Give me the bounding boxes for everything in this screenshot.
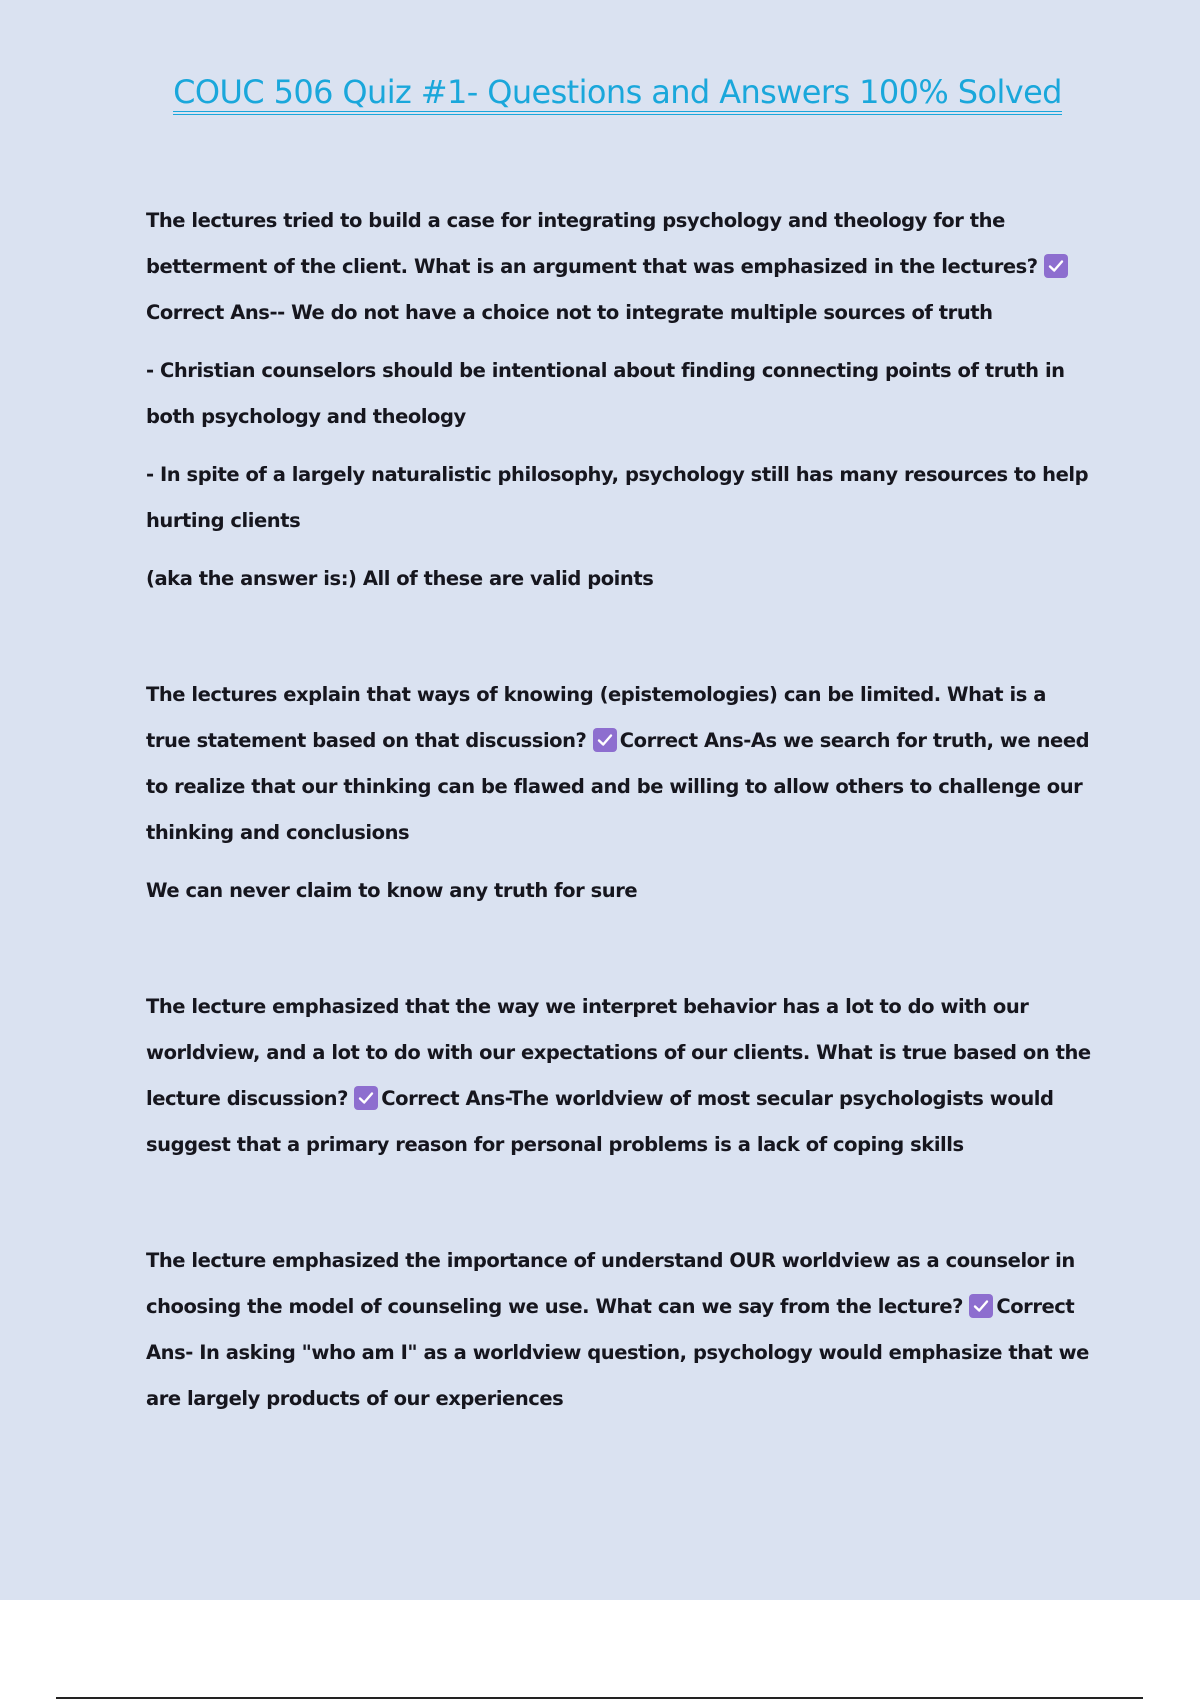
checkbox-check-icon <box>969 1294 993 1318</box>
answer-3-text: Correct Ans-The worldview of most secular psychologists would suggest that a primary reason for personal problems is a lack of coping skills <box>146 1087 1054 1156</box>
qa-2-extra-1: We can never claim to know any truth for sure <box>146 879 638 902</box>
document-title <box>0 72 1200 115</box>
qa-1-extra-1: - Christian counselors should be intentional about finding connecting points of truth in both psychology and theology <box>146 359 1065 428</box>
question-2-text: The lectures explain that ways of knowing (epistemologies) can be limited. What is a true statement based on that discussion? <box>146 683 1046 752</box>
question-1-text: The lectures tried to build a case for integrating psychology and theology for the betterment of the client. What is an argument that was emphasized in the lectures? <box>146 209 1038 278</box>
answer-2-text: Correct Ans-As we search for truth, we need to realize that our thinking can be flawed and be willing to allow others to challenge our thinking and conclusions <box>146 729 1090 844</box>
qa-item-4 <box>146 1238 1096 1422</box>
question-4 <box>146 1238 1096 1422</box>
qa-1-extra-3: (aka the answer is:) All of these are valid points <box>146 567 654 590</box>
qa-item-3 <box>146 984 1096 1168</box>
question-3 <box>146 984 1096 1168</box>
checkbox-check-icon <box>593 728 617 752</box>
answer-1-text: Correct Ans-- We do not have a choice not to integrate multiple sources of truth <box>146 301 993 324</box>
document-body <box>146 198 1096 1434</box>
question-1 <box>146 198 1096 336</box>
question-3-text: The lecture emphasized that the way we interpret behavior has a lot to do with our worldview, and a lot to do with our expectations of our clients. What is true based on the lecture discussion? <box>146 995 1091 1110</box>
document-title-text: COUC 506 Quiz #1- Questions and Answers 100% Solved <box>173 74 1062 115</box>
answer-4-text: Correct Ans- In asking "who am I" as a worldview question, psychology would emphasize that we are largely products of our experiences <box>146 1295 1089 1410</box>
question-4-text: The lecture emphasized the importance of understand OUR worldview as a counselor in choosing the model of counseling we use. What can we say from the lecture? <box>146 1249 1075 1318</box>
qa-item-2 <box>146 672 1096 914</box>
qa-1-extra-2: - In spite of a largely naturalistic philosophy, psychology still has many resources to help hurting clients <box>146 463 1089 532</box>
checkbox-check-icon <box>354 1086 378 1110</box>
question-2 <box>146 672 1096 856</box>
checkbox-check-icon <box>1044 254 1068 278</box>
qa-item-1 <box>146 198 1096 602</box>
footer-rule <box>56 1697 1143 1699</box>
